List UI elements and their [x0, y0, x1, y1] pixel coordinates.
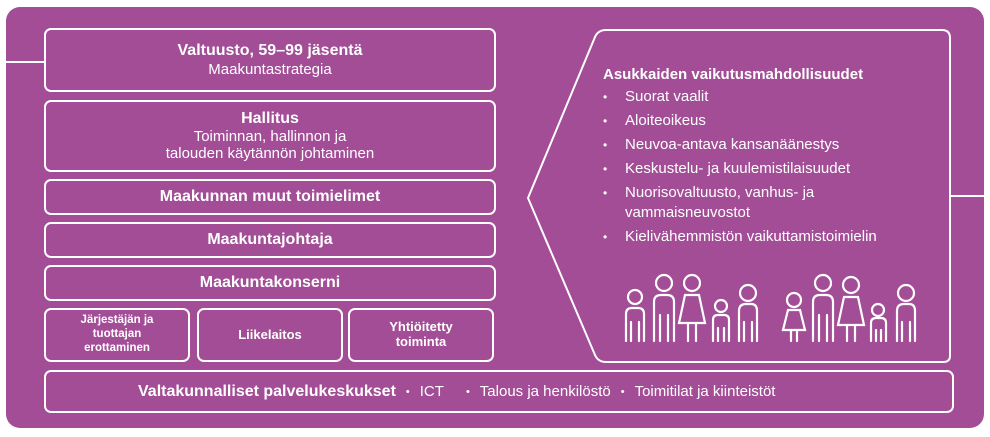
- service-ict: ICT: [419, 383, 444, 400]
- influence-item-hearings: • Keskustelu- ja kuulemistilaisuudet: [603, 159, 943, 179]
- group-label: Maakuntakonserni: [199, 273, 341, 291]
- council-subtitle: Maakuntastrategia: [208, 60, 332, 78]
- board-line-2: talouden käytännön johtaminen: [165, 145, 375, 163]
- service-finance-hr: Talous ja henkilöstö: [479, 383, 611, 400]
- incorporated-line-2: toiminta: [395, 334, 447, 349]
- board-title: Hallitus: [241, 109, 299, 127]
- other-bodies-label: Maakunnan muut toimielimet: [159, 187, 381, 205]
- bullet-separator: •: [465, 385, 470, 398]
- influence-item-youth-council-line-2: vammaisneuvostot: [625, 204, 751, 221]
- influence-item-youth-council: [603, 183, 943, 223]
- council-title: Valtuusto, 59–99 jäsentä: [177, 42, 363, 60]
- influence-item-direct-elections: • Suorat vaalit: [603, 87, 943, 107]
- director-label: Maakuntajohtaja: [207, 230, 333, 248]
- influence-item-initiative-right: • Aloiteoikeus: [603, 111, 943, 131]
- national-services-title: Valtakunnalliset palvelukeskukset: [138, 382, 396, 400]
- board-line-1: Toiminnan, hallinnon ja: [193, 127, 347, 145]
- separation-line-3: erottaminen: [84, 341, 150, 354]
- enterprise-label: Liikelaitos: [238, 326, 302, 342]
- national-service-centres-bar: [44, 370, 954, 413]
- separation-line-2: tuottajan: [92, 328, 142, 341]
- bullet-separator: •: [620, 385, 625, 398]
- influence-item-advisory-referendum: • Neuvoa-antava kansanäänestys: [603, 135, 943, 155]
- incorporated-line-1: Yhtiöitetty: [389, 319, 453, 335]
- bullet-separator: •: [405, 385, 410, 398]
- influence-item-youth-council-line-1: Nuorisovaltuusto, vanhus- ja: [625, 184, 815, 201]
- influence-item-minority-body: • Kielivähemmistön vaikuttamistoimielin: [603, 227, 943, 247]
- resident-influence-title: Asukkaiden vaikutusmahdollisuudet: [603, 66, 864, 83]
- separation-line-1: Järjestäjän ja: [80, 314, 154, 327]
- resident-influence-list: [603, 66, 943, 251]
- group-of-people-icon: [626, 275, 915, 341]
- service-facilities: Toimitilat ja kiinteistöt: [634, 383, 776, 400]
